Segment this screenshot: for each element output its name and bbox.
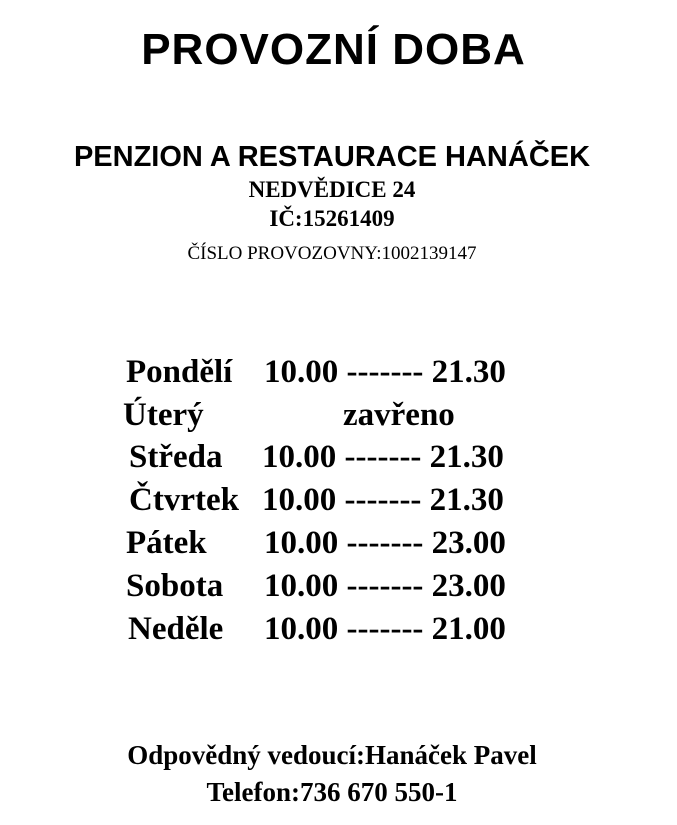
hours-day-thursday: Čtvrtek [129, 482, 239, 518]
hours-day-friday: Pátek [126, 525, 207, 561]
hours-day-tuesday: Úterý [123, 397, 204, 433]
hours-day-monday: Pondělí [126, 354, 233, 390]
address: NEDVĚDICE 24 [248, 177, 416, 202]
ico-number: IČ:15261409 [269, 206, 395, 231]
hours-time-tuesday: zavřeno [343, 397, 455, 433]
manager-info: Odpovědný vedoucí:Hanáček Pavel [127, 740, 537, 770]
phone-info: Telefon:736 670 550-1 [206, 777, 458, 807]
establishment-number: ČÍSLO PROVOZOVNY:1002139147 [187, 243, 477, 264]
hours-day-wednesday: Středa [129, 439, 223, 475]
page-title: PROVOZNÍ DOBA [141, 25, 526, 74]
hours-time-friday: 10.00 ------- 23.00 [264, 525, 506, 561]
hours-time-wednesday: 10.00 ------- 21.30 [262, 439, 504, 475]
hours-time-monday: 10.00 ------- 21.30 [264, 354, 506, 390]
hours-time-saturday: 10.00 ------- 23.00 [264, 568, 506, 604]
hours-time-thursday: 10.00 ------- 21.30 [262, 482, 504, 518]
business-name: PENZION A RESTAURACE HANÁČEK [73, 141, 591, 173]
hours-day-saturday: Sobota [126, 568, 224, 604]
hours-day-sunday: Neděle [128, 611, 224, 647]
hours-time-sunday: 10.00 ------- 21.00 [264, 611, 506, 647]
